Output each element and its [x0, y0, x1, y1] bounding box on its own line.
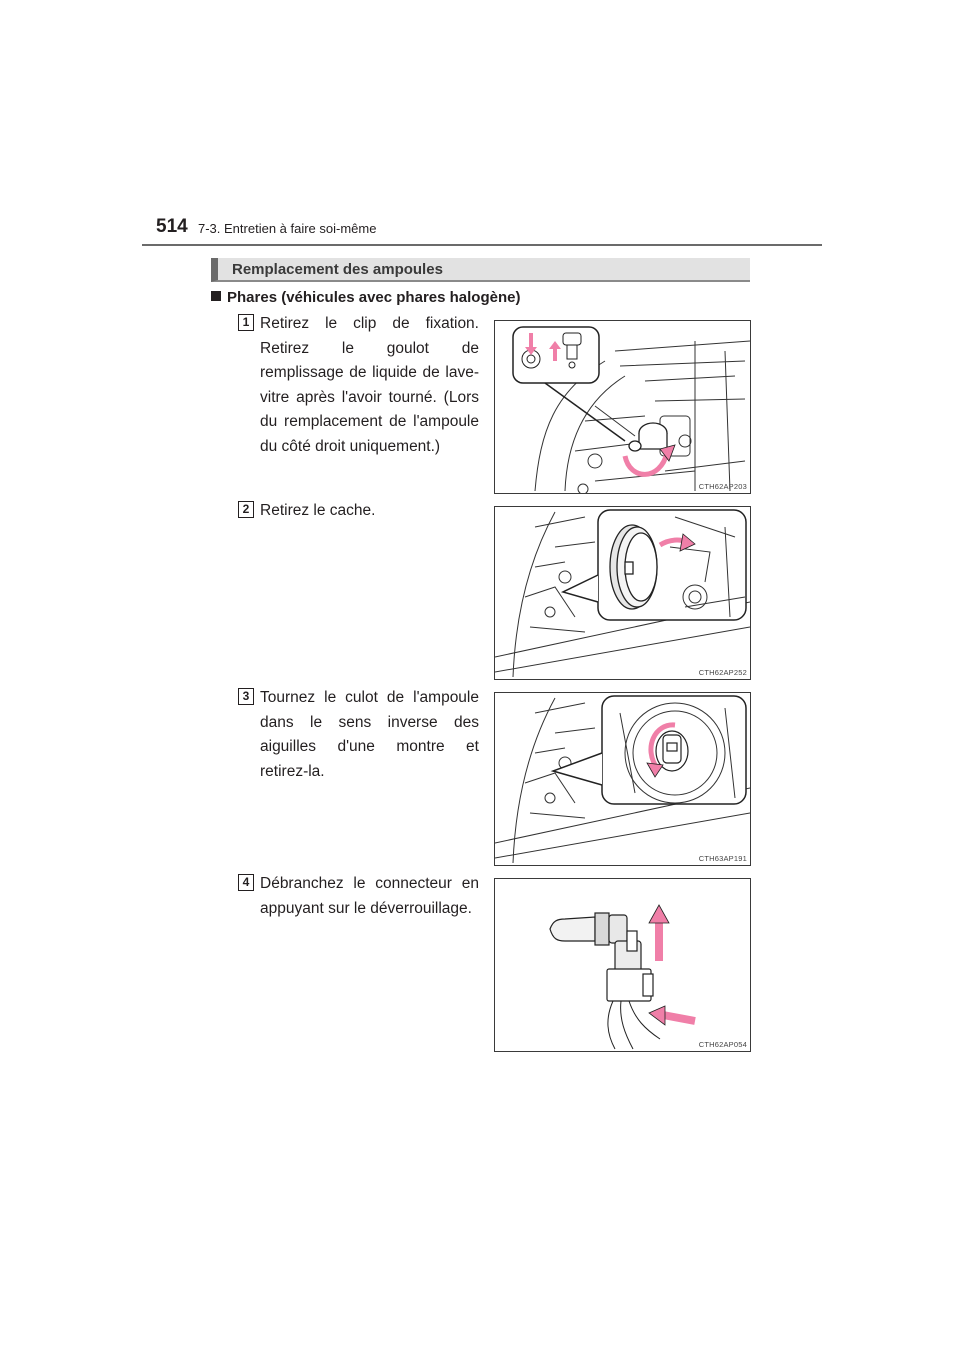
step-number-1: 1	[238, 314, 254, 331]
step-text-1: Retirez le clip de fixation. Retirez le goulot de remplissage de liquide de lave-vitre après l'avoir tourné. (Lors du remplacement de l'ampoule du côté droit uniquement.)	[260, 315, 479, 455]
headlight-cover-illustration	[495, 507, 750, 679]
step-number-3: 3	[238, 688, 254, 705]
bulb-socket-illustration	[495, 693, 750, 865]
figure-step-1	[494, 320, 751, 494]
figure-step-4	[494, 878, 751, 1052]
square-bullet-icon	[211, 291, 221, 301]
step-text-3: Tournez le culot de l'ampoule dans le sens inverse des aiguilles d'une montre et retirez-la.	[260, 689, 479, 780]
subsection-heading	[211, 289, 520, 306]
running-head: 7-3. Entretien à faire soi-même	[198, 221, 377, 236]
section-title: Remplacement des ampoules	[232, 261, 443, 278]
step-number-4: 4	[238, 874, 254, 891]
page-number: 514	[156, 216, 188, 237]
figure-code-4: CTH62AP054	[698, 1040, 747, 1049]
washer-filler-illustration	[495, 321, 750, 493]
figure-code-2: CTH62AP252	[698, 668, 747, 677]
subsection-title: Phares (véhicules avec phares halogène)	[227, 289, 521, 306]
header-rule	[142, 244, 822, 246]
step-text-2: Retirez le cache.	[260, 502, 376, 519]
figure-step-2	[494, 506, 751, 680]
section-bar	[211, 258, 750, 282]
figure-code-1: CTH62AP203	[698, 482, 747, 491]
step-text-4: Débranchez le connecteur en appuyant sur le déverrouillage.	[260, 875, 479, 917]
step-number-2: 2	[238, 501, 254, 518]
figure-step-3	[494, 692, 751, 866]
figure-code-3: CTH63AP191	[698, 854, 747, 863]
connector-release-illustration	[495, 879, 750, 1051]
